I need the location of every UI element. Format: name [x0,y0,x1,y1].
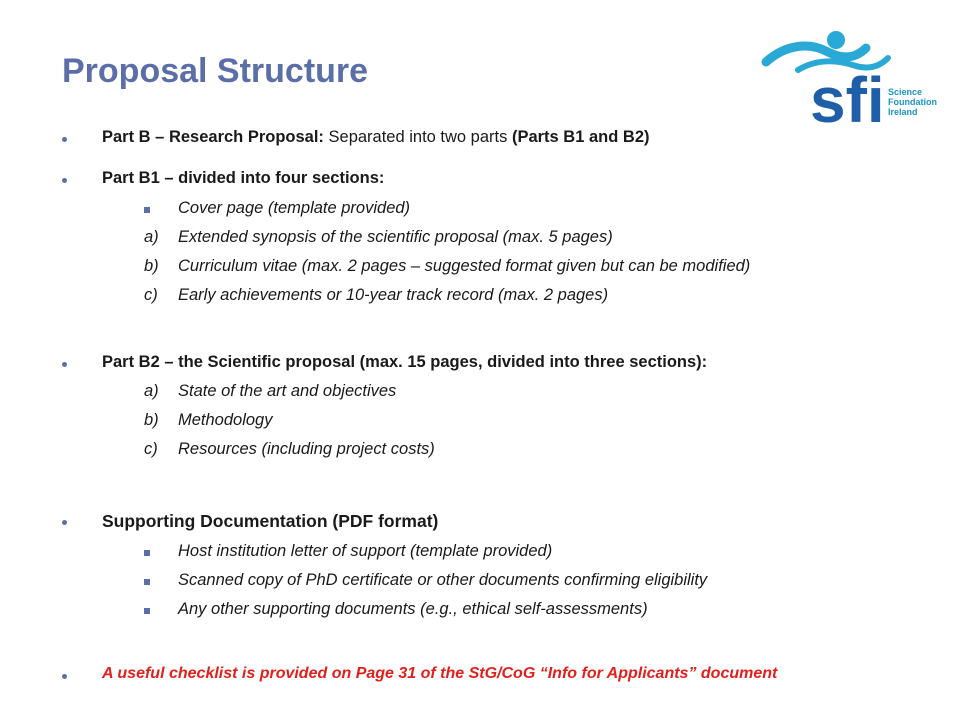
list-marker: a) [144,382,159,400]
list-item-text: Any other supporting documents (e.g., ethical self-assessments) [178,600,648,618]
logo-line-foundation: Foundation [888,97,937,107]
square-bullet-icon [144,550,150,556]
svg-text:sfi: sfi [810,64,885,128]
logo-text [888,87,937,117]
list-item-text: Extended synopsis of the scientific proposal (max. 5 pages) [178,228,613,246]
bullet-text: Separated into two parts [323,128,512,146]
bullet-text-bold: Supporting Documentation (PDF format) [102,511,439,531]
bullet-dot [62,178,67,183]
logo-line-science: Science [888,87,923,97]
list-marker: c) [144,440,158,458]
list-marker: b) [144,411,159,429]
square-bullet-icon [144,608,150,614]
bullet-text-bold: Part B – Research Proposal: [102,128,324,146]
list-item-text: Scanned copy of PhD certificate or other documents confirming eligibility [178,571,708,589]
bullet-text-bold: (Parts B1 and B2) [511,128,650,146]
logo-line-ireland: Ireland [888,107,918,117]
list-marker: a) [144,228,159,246]
list-item-text: Curriculum vitae (max. 2 pages – suggested format given but can be modified) [178,257,751,275]
square-bullet-icon [144,207,150,213]
page-title: Proposal Structure [62,52,369,90]
list-item-text: Early achievements or 10-year track record (max. 2 pages) [178,286,609,304]
list-item-text: Cover page (template provided) [178,199,411,217]
list-item-text: Resources (including project costs) [178,440,435,458]
bullet-dot [62,520,67,525]
bullet-dot [62,674,67,679]
checklist-note-text: A useful checklist is provided on Page 31 of the StG/CoG “Info for Applicants” document [102,665,778,682]
bullet-dot [62,137,67,142]
bullet-dot [62,362,67,367]
list-item-text: Host institution letter of support (template provided) [178,542,553,560]
list-item-text: State of the art and objectives [178,382,397,400]
list-marker: c) [144,286,158,304]
square-bullet-icon [144,579,150,585]
bullet-text-bold: Part B1 – divided into four sections: [102,169,385,187]
bullet-text-bold: Part B2 – the Scientific proposal (max. 15 pages, divided into three sections): [102,353,708,371]
list-item-text: Methodology [178,411,273,429]
list-marker: b) [144,257,159,275]
